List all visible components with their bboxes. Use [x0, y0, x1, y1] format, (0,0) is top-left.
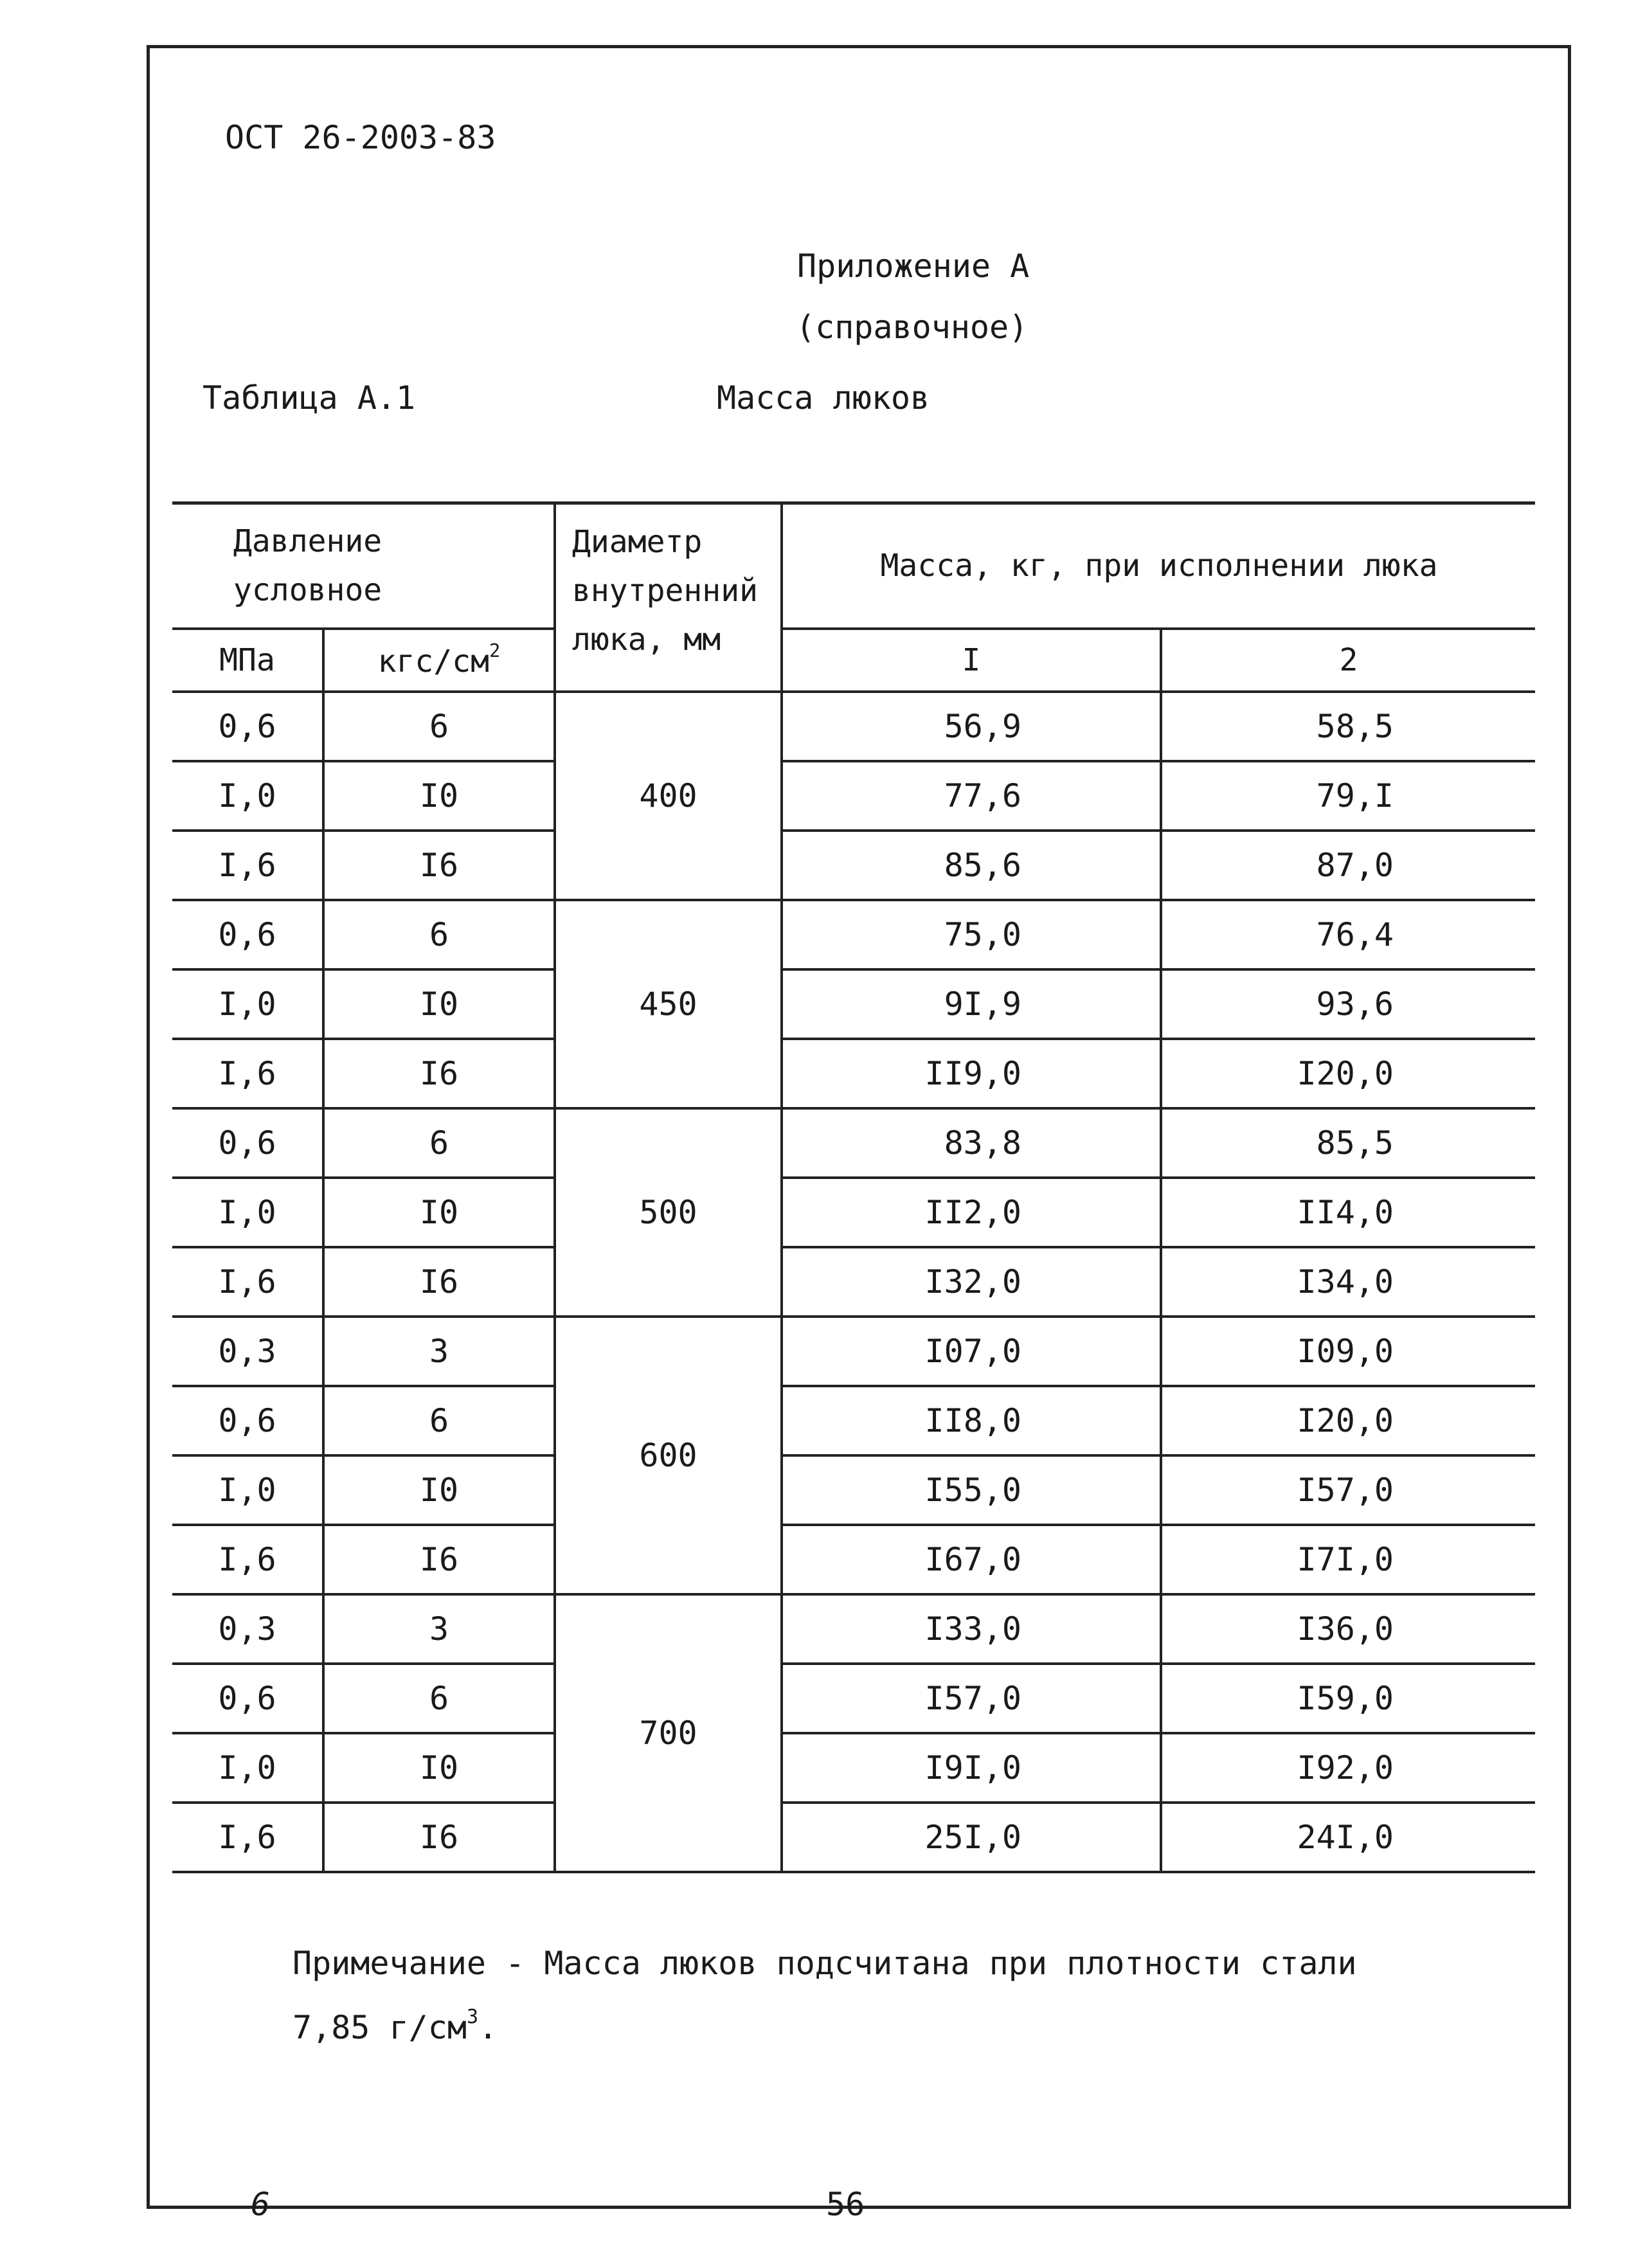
- note-line-2: 7,85 $г/см^3$.: [292, 2006, 498, 2046]
- cell-mass-exec-1: 56,9: [782, 692, 1161, 761]
- cell-diameter: 700: [555, 1594, 782, 1872]
- table-row: [172, 1178, 1535, 1247]
- appendix-title: Приложение А: [797, 248, 1030, 285]
- page-number-left: 6: [251, 2186, 271, 2223]
- cell-mpa: I,6: [172, 1803, 323, 1872]
- cell-mpa: 0,3: [172, 1594, 323, 1664]
- cell-mpa: I,0: [172, 969, 323, 1039]
- table-row: [172, 1039, 1535, 1108]
- cell-kgf: I6: [323, 1247, 555, 1317]
- cell-kgf: 6: [323, 900, 555, 969]
- table-row: [172, 761, 1535, 831]
- page-number-center: 56: [826, 2186, 865, 2223]
- cell-mass-exec-1: 9I,9: [782, 969, 1161, 1039]
- note-line-1: Примечание - Масса люков подсчитана при плотности стали: [292, 1945, 1357, 1982]
- table-row: [172, 969, 1535, 1039]
- cell-mass-exec-2: 76,4: [1161, 900, 1535, 969]
- cell-mpa: I,0: [172, 1178, 323, 1247]
- cell-mass-exec-1: I32,0: [782, 1247, 1161, 1317]
- cell-mpa: I,0: [172, 1455, 323, 1525]
- cell-kgf: I0: [323, 761, 555, 831]
- cell-mass-exec-2: I7I,0: [1161, 1525, 1535, 1594]
- cell-kgf: I6: [323, 1525, 555, 1594]
- cell-kgf: I0: [323, 969, 555, 1039]
- table-row: [172, 1525, 1535, 1594]
- cell-kgf: I0: [323, 1178, 555, 1247]
- cell-mass-exec-1: 77,6: [782, 761, 1161, 831]
- table-row: [172, 1664, 1535, 1733]
- table-row: [172, 1594, 1535, 1664]
- cell-mass-exec-2: I09,0: [1161, 1317, 1535, 1386]
- mass-table: [172, 501, 1535, 1873]
- cell-mpa: 0,3: [172, 1317, 323, 1386]
- cell-mpa: 0,6: [172, 1664, 323, 1733]
- table-row: [172, 1108, 1535, 1178]
- cell-mass-exec-2: 93,6: [1161, 969, 1535, 1039]
- cell-kgf: I6: [323, 1803, 555, 1872]
- cell-mpa: 0,6: [172, 900, 323, 969]
- cell-mass-exec-2: I20,0: [1161, 1039, 1535, 1108]
- cell-kgf: I6: [323, 1039, 555, 1108]
- cell-diameter: 450: [555, 900, 782, 1108]
- cell-kgf: 6: [323, 1108, 555, 1178]
- table-row: [172, 1455, 1535, 1525]
- cell-mass-exec-2: I20,0: [1161, 1386, 1535, 1455]
- table-label: Таблица А.1: [202, 379, 416, 417]
- cell-kgf: I0: [323, 1455, 555, 1525]
- cell-mpa: 0,6: [172, 1386, 323, 1455]
- table-row: [172, 900, 1535, 969]
- cell-diameter: 600: [555, 1317, 782, 1594]
- cell-diameter: 500: [555, 1108, 782, 1317]
- cell-mass-exec-1: I33,0: [782, 1594, 1161, 1664]
- cell-mass-exec-1: I9I,0: [782, 1733, 1161, 1803]
- cell-mass-exec-2: 58,5: [1161, 692, 1535, 761]
- cell-mass-exec-1: II8,0: [782, 1386, 1161, 1455]
- cell-mpa: I,6: [172, 1525, 323, 1594]
- cell-mass-exec-1: 83,8: [782, 1108, 1161, 1178]
- table-row: [172, 1317, 1535, 1386]
- cell-mass-exec-2: I36,0: [1161, 1594, 1535, 1664]
- header-diameter: Диаметр внутренний люка, мм: [555, 503, 782, 692]
- table-row: [172, 692, 1535, 761]
- cell-kgf: 3: [323, 1317, 555, 1386]
- header-kgf: кгс/$см^2$: [323, 629, 555, 692]
- cell-mass-exec-1: I67,0: [782, 1525, 1161, 1594]
- cell-mass-exec-2: 24I,0: [1161, 1803, 1535, 1872]
- cell-kgf: I0: [323, 1733, 555, 1803]
- cell-diameter: 400: [555, 692, 782, 900]
- cell-mpa: I,0: [172, 761, 323, 831]
- header-mpa: МПа: [172, 629, 323, 692]
- document-code: ОСТ 26-2003-83: [225, 119, 496, 156]
- cell-mass-exec-1: I57,0: [782, 1664, 1161, 1733]
- table-row: [172, 1247, 1535, 1317]
- cell-kgf: I6: [323, 831, 555, 900]
- cell-mpa: 0,6: [172, 1108, 323, 1178]
- cell-mass-exec-2: 79,I: [1161, 761, 1535, 831]
- cell-kgf: 6: [323, 1386, 555, 1455]
- cell-mass-exec-2: 85,5: [1161, 1108, 1535, 1178]
- table-row: [172, 1733, 1535, 1803]
- cell-kgf: 3: [323, 1594, 555, 1664]
- cell-mass-exec-1: 25I,0: [782, 1803, 1161, 1872]
- cell-mpa: I,6: [172, 1247, 323, 1317]
- cell-mass-exec-1: II9,0: [782, 1039, 1161, 1108]
- cell-mass-exec-1: II2,0: [782, 1178, 1161, 1247]
- cell-mass-exec-1: I07,0: [782, 1317, 1161, 1386]
- cell-kgf: 6: [323, 1664, 555, 1733]
- cell-mass-exec-2: I59,0: [1161, 1664, 1535, 1733]
- cell-kgf: 6: [323, 692, 555, 761]
- cell-mass-exec-2: I92,0: [1161, 1733, 1535, 1803]
- cell-mass-exec-2: II4,0: [1161, 1178, 1535, 1247]
- cell-mpa: I,6: [172, 831, 323, 900]
- cell-mpa: 0,6: [172, 692, 323, 761]
- cell-mass-exec-1: I55,0: [782, 1455, 1161, 1525]
- header-exec-2: 2: [1161, 629, 1535, 692]
- cell-mass-exec-2: I34,0: [1161, 1247, 1535, 1317]
- table-row: [172, 1386, 1535, 1455]
- table-title: Масса люков: [717, 379, 930, 417]
- table-body: [172, 692, 1535, 1872]
- table-row: [172, 1803, 1535, 1872]
- cell-mpa: I,6: [172, 1039, 323, 1108]
- cell-mass-exec-2: I57,0: [1161, 1455, 1535, 1525]
- header-exec-1: I: [782, 629, 1161, 692]
- table-row: [172, 831, 1535, 900]
- appendix-subtitle: (справочное): [796, 309, 1029, 346]
- cell-mass-exec-2: 87,0: [1161, 831, 1535, 900]
- header-mass: Масса, кг, при исполнении люка: [782, 503, 1535, 629]
- cell-mass-exec-1: 75,0: [782, 900, 1161, 969]
- cell-mass-exec-1: 85,6: [782, 831, 1161, 900]
- header-pressure: Давление условное: [172, 503, 555, 629]
- cell-mpa: I,0: [172, 1733, 323, 1803]
